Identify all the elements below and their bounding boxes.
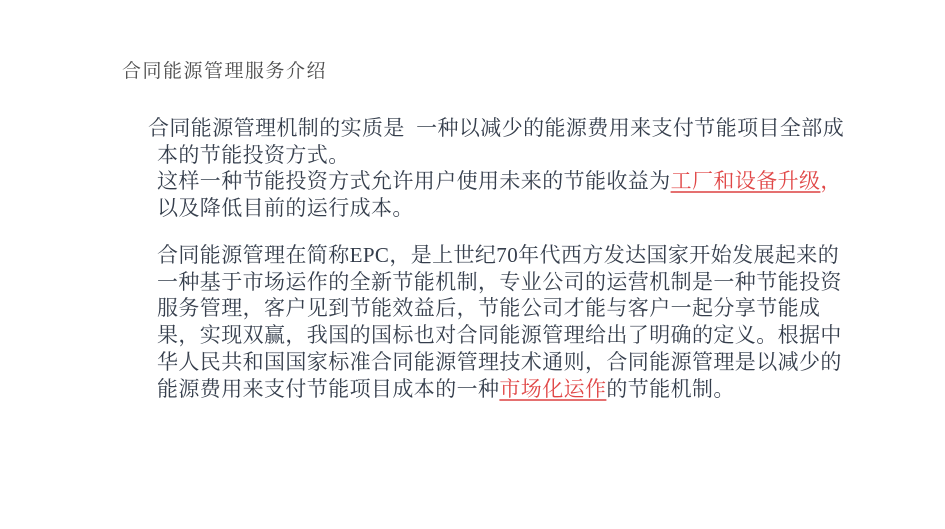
- text-line: 一种基于市场运作的全新节能机制，专业公司的运营机制是一种节能投资: [157, 269, 842, 294]
- text-line: 果，实现双赢，我国的国标也对合同能源管理给出了明确的定义。根据中: [157, 323, 842, 348]
- text-segment: 能源费用来支付节能项目成本的一种: [157, 376, 500, 401]
- text-line: 华人民共和国国家标准合同能源管理技术通则，合同能源管理是以减少的: [157, 349, 842, 374]
- text-segment: 这样一种节能投资方式允许用户使用未来的节能收益为: [157, 169, 671, 194]
- text-line: 合同能源管理机制的实质是 一种以减少的能源费用来支付节能项目全部成: [148, 116, 845, 140]
- intro-paragraph: [148, 115, 845, 222]
- highlighted-link-market-operation[interactable]: 市场化运作: [499, 376, 607, 401]
- text-line: 服务管理，客户见到节能效益后，节能公司才能与客户一起分享节能成: [157, 296, 821, 321]
- text-line: [157, 168, 844, 195]
- text-segment: ，: [820, 169, 842, 194]
- text-line: [157, 376, 842, 403]
- definition-paragraph: [157, 242, 842, 402]
- highlighted-link-factory-equipment-upgrade[interactable]: 工厂和设备升级: [670, 169, 821, 194]
- text-line: 合同能源管理在简称EPC，是上世纪70年代西方发达国家开始发展起来的: [157, 243, 840, 267]
- text-line: 以及降低目前的运行成本。: [157, 196, 414, 221]
- text-line: 本的节能投资方式。: [157, 142, 350, 167]
- text-segment: 的节能机制。: [606, 376, 735, 401]
- page-title: 合同能源管理服务介绍: [122, 61, 328, 82]
